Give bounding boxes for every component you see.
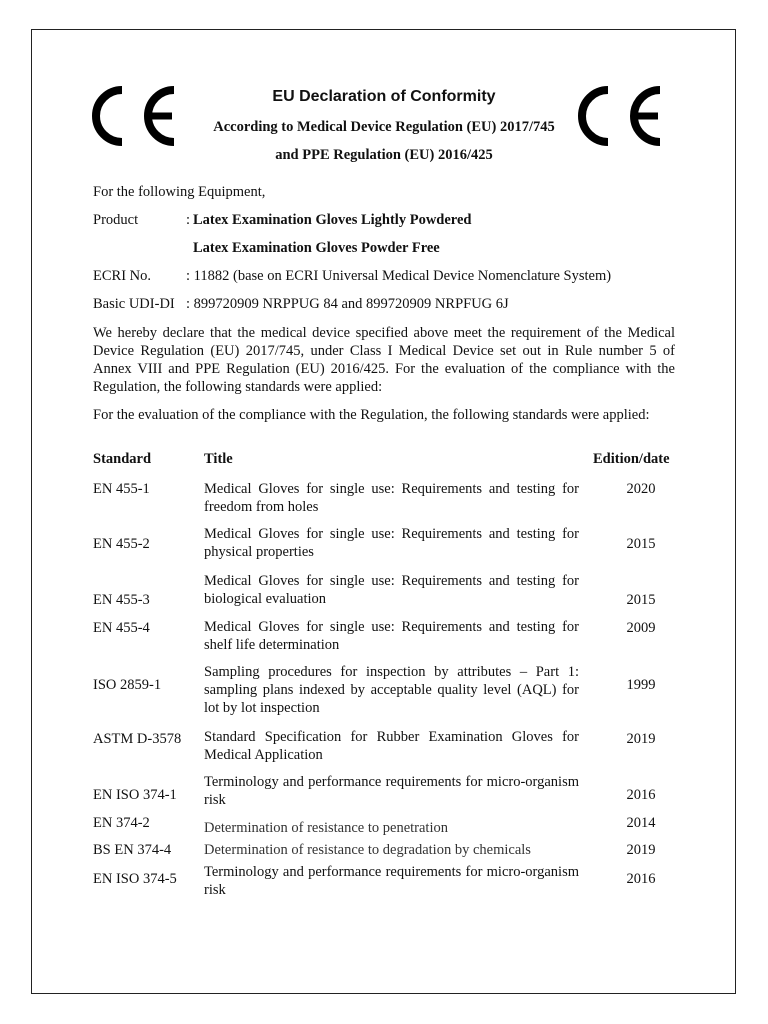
product-label: Product (93, 212, 139, 228)
table-row-title: Medical Gloves for single use: Requirements and testing for physical properties (204, 526, 579, 560)
table-row-standard: EN 455-2 (93, 536, 150, 552)
table-row-title: Medical Gloves for single use: Requirements and testing for shelf life determination (204, 619, 579, 653)
product-separator: : (186, 212, 191, 228)
header-title: Title (204, 451, 233, 467)
table-row-standard: EN 455-4 (93, 620, 150, 636)
table-row-edition: 2019 (626, 842, 656, 858)
table-row-title: Determination of resistance to penetration (204, 820, 448, 836)
table-row-standard: ASTM D-3578 (93, 731, 182, 747)
table-row-title: Medical Gloves for single use: Requirements and testing for freedom from holes (204, 481, 579, 515)
table-row-standard: BS EN 374-4 (93, 842, 172, 858)
table-row-edition: 2015 (626, 592, 656, 608)
table-row-title: Terminology and performance requirements for micro-organism risk (204, 864, 579, 898)
header-edition: Edition/date (593, 451, 670, 467)
table-row-standard: ISO 2859-1 (93, 677, 162, 693)
table-row-standard: EN 374-2 (93, 815, 150, 831)
table-row-standard: EN 455-1 (93, 481, 150, 497)
table-row-title: Terminology and performance requirements for micro-organism risk (204, 774, 579, 808)
table-row-edition: 2019 (626, 731, 656, 747)
table-row-standard: EN ISO 374-1 (93, 787, 177, 803)
intro-text: For the following Equipment, (93, 184, 266, 200)
table-row-edition: 2014 (626, 815, 656, 831)
ecri-label: ECRI No. (93, 268, 151, 284)
table-row-edition: 2020 (626, 481, 656, 497)
document-title: EU Declaration of Conformity (272, 88, 496, 105)
evaluation-paragraph: For the evaluation of the compliance with the Regulation, the following standards were applied: (93, 407, 650, 423)
table-row-edition: 2016 (626, 787, 656, 803)
regulation-subtitle: According to Medical Device Regulation (EU) 2017/745 (213, 119, 555, 135)
table-row-title: Standard Specification for Rubber Examination Gloves for Medical Application (204, 729, 579, 763)
table-row-edition: 2016 (626, 871, 656, 887)
table-row-edition: 1999 (626, 677, 656, 693)
table-row-standard: EN 455-3 (93, 592, 150, 608)
product-name-2: Latex Examination Gloves Powder Free (193, 240, 440, 256)
table-row-title: Medical Gloves for single use: Requirements and testing for biological evaluation (204, 573, 579, 607)
table-row-title: Sampling procedures for inspection by attributes – Part 1: sampling plans indexed by acceptable quality level (AQL) for lot by lot inspection (204, 664, 579, 716)
udi-label: Basic UDI-DI (93, 296, 175, 312)
declaration-paragraph: We hereby declare that the medical device specified above meet the requirement of the Medical Device Regulation (EU) 2017/745, under Class I Medical Device set out in Rule number 5 of Annex VIII and PPE Regulation (EU) 2016/425. For the evaluation of the compliance with the Regulation, the following standards were applied: (93, 325, 675, 395)
ecri-value: : 11882 (base on ECRI Universal Medical Device Nomenclature System) (186, 268, 612, 284)
ppe-subtitle: and PPE Regulation (EU) 2016/425 (275, 147, 493, 163)
product-name-1: Latex Examination Gloves Lightly Powdered (193, 212, 472, 228)
header-standard: Standard (93, 451, 152, 467)
table-row-edition: 2009 (626, 620, 656, 636)
udi-value: : 899720909 NRPPUG 84 and 899720909 NRPFUG 6J (186, 296, 509, 312)
table-row-standard: EN ISO 374-5 (93, 871, 177, 887)
table-row-title: Determination of resistance to degradation by chemicals (204, 842, 531, 858)
table-row-edition: 2015 (626, 536, 656, 552)
